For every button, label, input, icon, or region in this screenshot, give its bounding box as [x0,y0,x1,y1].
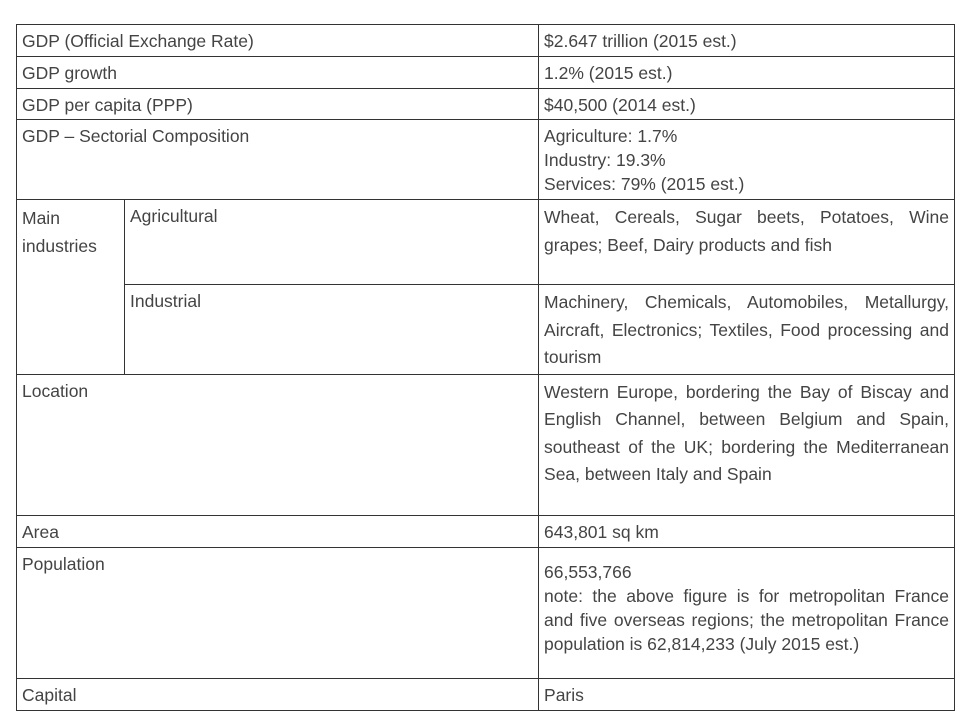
table-row [17,120,955,200]
population-note: note: the above figure is for metropolitan France and five overseas regions; the metropolitan France population is 62,814,233 (July 2015 est.) [544,585,950,654]
table-row [17,678,955,710]
row-value-gdp-per-capita: $40,500 (2014 est.) [539,89,955,120]
row-value-population-cell [539,547,955,678]
row-label-gdp-growth: GDP growth [17,57,539,89]
subrow-label-agricultural: Agricultural [125,200,539,285]
table-row [17,374,955,515]
table-row [17,25,955,57]
subrow-value-industrial: Machinery, Chemicals, Automobiles, Metallurgy, Aircraft, Electronics; Textiles, Food processing and tourism [539,285,955,375]
table-row [17,89,955,120]
row-label-gdp-official: GDP (Official Exchange Rate) [17,25,539,57]
row-value-gdp-composition: Agriculture: 1.7% Industry: 19.3% Services: 79% (2015 est.) [539,120,955,200]
row-label-capital: Capital [17,678,539,710]
row-value-gdp-growth: 1.2% (2015 est.) [539,57,955,89]
row-label-main-industries: Main industries [17,200,125,375]
row-value-area: 643,801 sq km [539,515,955,547]
row-value-gdp-official: $2.647 trillion (2015 est.) [539,25,955,57]
table-row [17,200,955,285]
table-row [17,285,955,375]
subrow-value-agricultural: Wheat, Cereals, Sugar beets, Potatoes, Wine grapes; Beef, Dairy products and fish [539,200,955,285]
row-value-capital: Paris [539,678,955,710]
table-row [17,547,955,678]
row-label-location: Location [17,374,539,515]
row-label-area: Area [17,515,539,547]
subrow-label-industrial: Industrial [125,285,539,375]
row-label-gdp-per-capita: GDP per capita (PPP) [17,89,539,120]
country-facts-table [16,24,955,711]
row-value-location: Western Europe, bordering the Bay of Biscay and English Channel, between Belgium and Spain, southeast of the UK; bordering the Mediterranean Sea, between Italy and Spain [539,374,955,515]
table-row [17,515,955,547]
table-row [17,57,955,89]
row-label-gdp-composition: GDP – Sectorial Composition [17,120,539,200]
row-value-population: 66,553,766 [544,561,632,582]
row-label-population: Population [17,547,539,678]
